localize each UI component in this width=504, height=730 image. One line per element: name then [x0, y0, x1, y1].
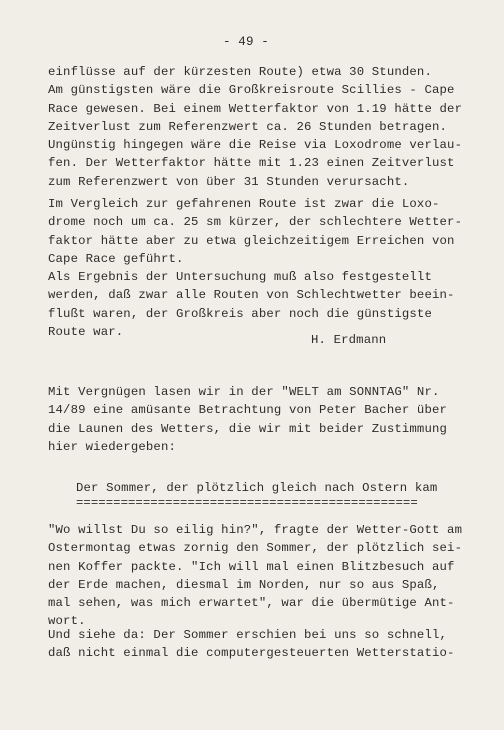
text-line: Mit Vergnügen lasen wir in der "WELT am SONNTAG" Nr.	[48, 385, 440, 399]
text-line: Route war.	[48, 324, 124, 339]
story-title: Der Sommer, der plötzlich gleich nach Ostern kam	[76, 481, 438, 495]
text-line: flußt waren, der Großkreis aber noch die günstigste	[48, 306, 432, 321]
text-line: faktor hätte aber zu etwa gleichzeitigem Erreichen von	[48, 233, 455, 248]
text-line: 14/89 eine amüsante Betrachtung von Peter Bacher über	[48, 403, 448, 418]
text-line: nen Koffer packte. "Ich will mal einen Blitzbesuch auf	[48, 559, 455, 574]
text-line: Ostermontag etwas zornig den Sommer, der plötzlich sei-	[48, 541, 463, 556]
text-line: drome noch um ca. 25 sm kürzer, der schlechtere Wetter-	[48, 215, 463, 230]
text-line: die Launen des Wetters, die wir mit beider Zustimmung	[48, 421, 448, 436]
author-signature: H. Erdmann	[311, 333, 387, 347]
paragraph-story-continued	[48, 626, 455, 663]
text-line: Cape Race geführt.	[48, 251, 184, 266]
paragraph-route-summary	[48, 63, 463, 136]
text-line: wort.	[48, 614, 86, 629]
text-line: Am günstigsten wäre die Großkreisroute Scillies - Cape	[48, 83, 455, 98]
text-line: Als Ergebnis der Untersuchung muß also festgestellt	[48, 270, 432, 284]
text-line: zum Referenzwert von über 31 Stunden verursacht.	[48, 174, 410, 189]
text-line: hier wiedergeben:	[48, 439, 176, 454]
text-line: Und siehe da: Der Sommer erschien bei uns so schnell,	[48, 628, 448, 642]
paragraph-story-opening	[48, 521, 463, 631]
text-line: Zeitverlust zum Referenzwert ca. 26 Stunden betragen.	[48, 119, 448, 134]
text-line: Race gewesen. Bei einem Wetterfaktor von 1.19 hätte der	[48, 101, 463, 116]
paragraph-introduction	[48, 383, 450, 456]
paragraph-loxodrome	[48, 136, 463, 191]
page-number: - 49 -	[223, 35, 269, 49]
paragraph-comparison	[48, 195, 463, 268]
text-line: "Wo willst Du so eilig hin?", fragte der Wetter-Gott am	[48, 523, 463, 537]
text-line: Im Vergleich zur gefahrenen Route ist zwar die Loxo-	[48, 197, 440, 211]
paragraph-conclusion	[48, 268, 455, 341]
text-line: werden, daß zwar alle Routen von Schlechtwetter beein-	[48, 288, 455, 303]
text-line: fen. Der Wetterfaktor hätte mit 1.23 einen Zeitverlust	[48, 156, 455, 171]
text-line: mal sehen, was mich erwartet", war die übermütige Ant-	[48, 596, 455, 611]
text-line: der Erde machen, diesmal im Norden, nur so aus Spaß,	[48, 577, 440, 592]
text-line: einflüsse auf der kürzesten Route) etwa 30 Stunden.	[48, 65, 432, 79]
text-line: daß nicht einmal die computergesteuerten Wetterstatio-	[48, 646, 455, 661]
story-title-underline: ==============================================	[76, 496, 418, 510]
text-line: Ungünstig hingegen wäre die Reise via Loxodrome verlau-	[48, 138, 463, 152]
